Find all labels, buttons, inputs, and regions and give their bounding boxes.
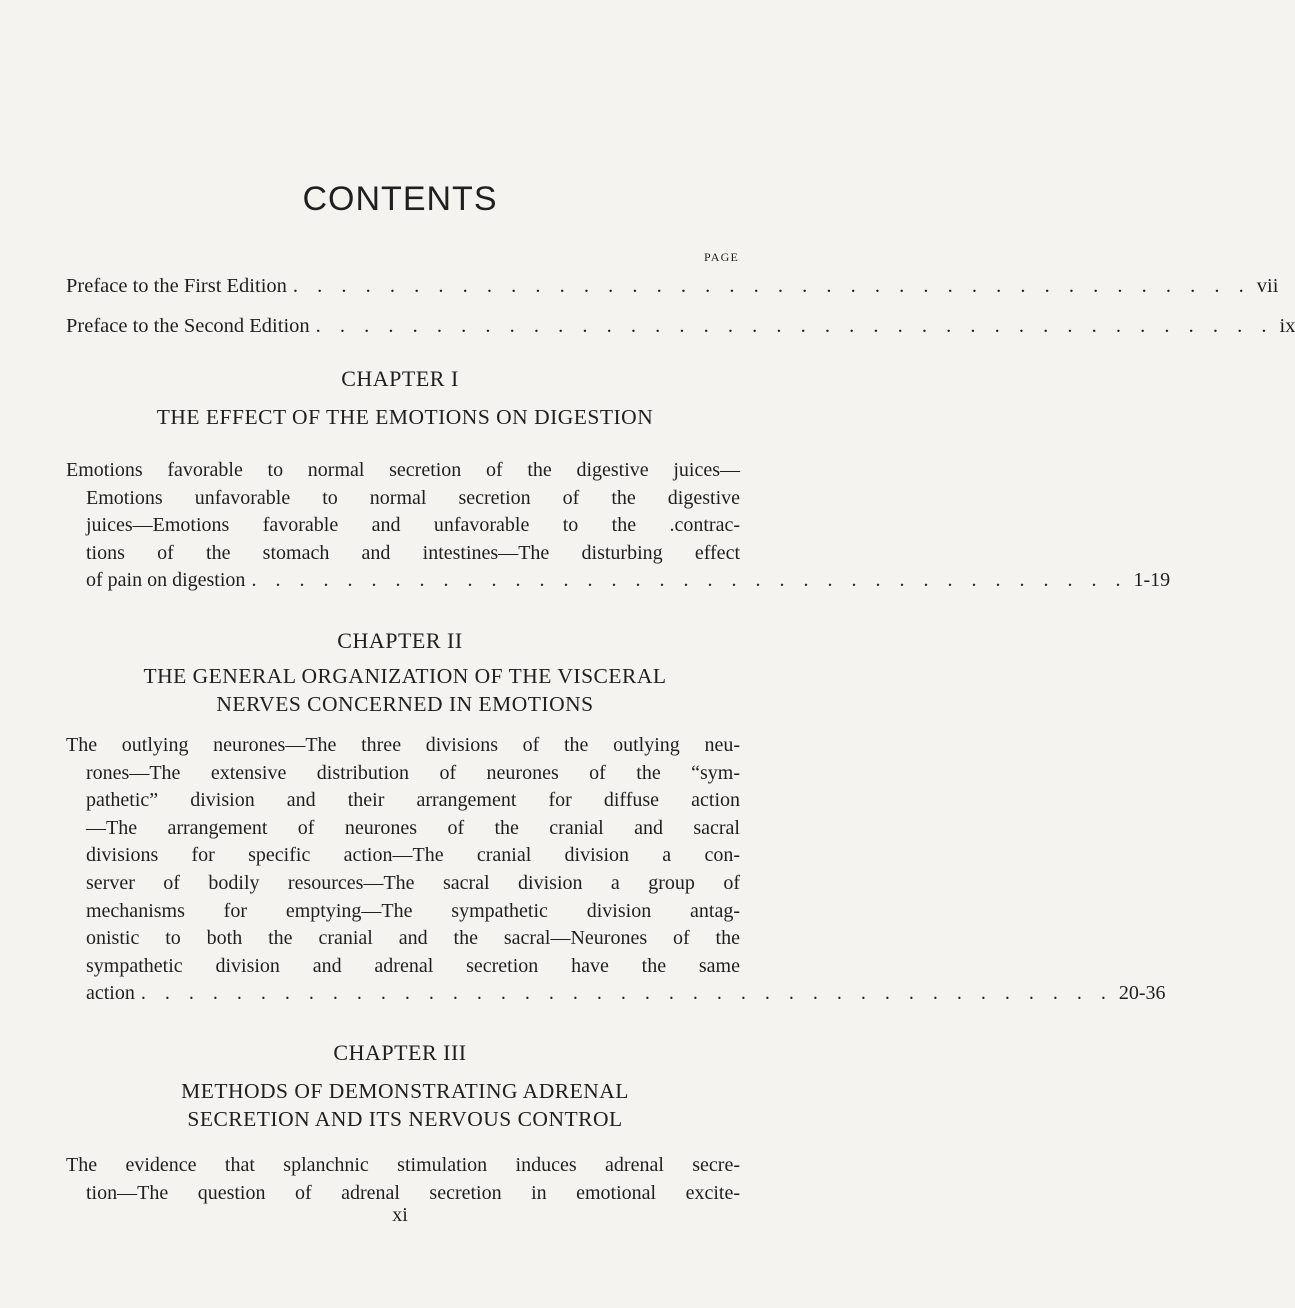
chapter-title-line: THE EFFECT OF THE EMOTIONS ON DIGESTION [156,405,654,429]
chapter-label: CHAPTER II [337,628,463,653]
summary-line: of pain on digestion [86,569,246,592]
toc-entry-page: vii [1256,275,1279,297]
summary-last-line [66,980,1166,1008]
dot-leader: . . . . . . . . . . . . . . . . . . . . . . . . . . . . . . . . . . . . . [251,569,1128,592]
chapter-pages: 1-19 [1133,569,1171,592]
summary-line: server of bodily resources—The sacral division a group of [86,871,740,894]
toc-entry-page: ix [1279,315,1295,337]
chapter-title-line: METHODS OF DEMONSTRATING ADRENAL [181,1079,629,1103]
toc-entry-text: Preface to the First Edition [66,275,287,297]
chapter-title [60,662,750,718]
dot-leader: . . . . . . . . . . . . . . . . . . . . . . . . . . . . . . . . . . . . . . . . [292,275,1251,297]
summary-line: —The arrangement of neurones of the cranial and sacral [86,816,740,839]
chapter-label: CHAPTER I [341,366,459,391]
chapter-pages: 20-36 [1118,982,1166,1005]
chapter-title-line: NERVES CONCERNED IN EMOTIONS [216,692,594,716]
dot-leader: . . . . . . . . . . . . . . . . . . . . . . . . . . . . . . . . . . . . . . . . . [140,982,1113,1005]
toc-entry-text: Preface to the Second Edition [66,315,310,337]
summary-line: tion—The question of adrenal secretion in emotional excite- [86,1181,740,1204]
chapter-title [60,1077,750,1133]
chapter-summary [66,457,1171,595]
summary-line: juices—Emotions favorable and unfavorable to the .contrac- [86,514,740,537]
summary-line: Emotions favorable to normal secretion of the digestive juices— [66,459,740,481]
summary-line: The evidence that splanchnic stimulation induces adrenal secre- [66,1154,740,1176]
page-folio: xi [392,1204,408,1226]
summary-line: The outlying neurones—The three divisions of the outlying neu- [66,734,740,756]
dot-leader: . . . . . . . . . . . . . . . . . . . . . . . . . . . . . . . . . . . . . . . . [315,315,1274,337]
chapter-title-line: SECRETION AND ITS NERVOUS CONTROL [187,1107,623,1131]
chapter-title-line: THE GENERAL ORGANIZATION OF THE VISCERAL [143,664,667,688]
summary-line: rones—The extensive distribution of neurones of the “sym- [86,761,740,784]
chapter-title [60,403,750,431]
page-title: CONTENTS [302,180,498,218]
chapter-label: CHAPTER III [333,1040,467,1065]
summary-line: tions of the stomach and intestines—The disturbing effect [86,541,740,564]
summary-line: Emotions unfavorable to normal secretion of the digestive [86,486,740,509]
summary-last-line [66,567,1171,595]
chapter-summary [66,1152,740,1207]
summary-line: sympathetic division and adrenal secretion have the same [86,954,740,977]
toc-entry-preface-second [66,312,1295,340]
summary-line: onistic to both the cranial and the sacral—Neurones of the [86,927,740,950]
chapter-summary [66,732,1166,1008]
toc-entry-preface-first [66,272,1279,300]
summary-line: divisions for specific action—The cranial division a con- [86,844,740,867]
page-column-header: PAGE [703,250,739,264]
summary-line: action [86,982,135,1005]
summary-line: pathetic” division and their arrangement for diffuse action [86,789,740,812]
summary-line: mechanisms for emptying—The sympathetic division antag- [86,899,740,922]
